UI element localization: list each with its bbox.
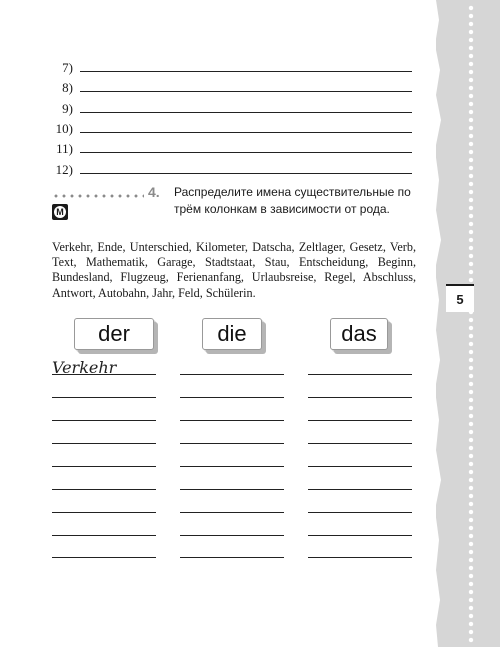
answer-line[interactable] — [180, 489, 284, 490]
answer-line[interactable] — [180, 535, 284, 536]
answer-line[interactable] — [308, 397, 412, 398]
answer-line[interactable] — [52, 420, 156, 421]
answer-line[interactable] — [52, 374, 156, 375]
answer-line[interactable] — [308, 466, 412, 467]
torn-paper-edge — [430, 0, 444, 647]
example-answer: Verkehr — [52, 358, 117, 377]
answer-line[interactable] — [180, 466, 284, 467]
answer-line-10 — [40, 119, 420, 139]
line-number: 9) — [62, 101, 73, 116]
article-card-die: die — [202, 318, 262, 350]
line-number: 8) — [62, 80, 73, 95]
write-line[interactable] — [80, 152, 412, 153]
line-number: 12) — [55, 162, 73, 177]
answer-line-9 — [40, 99, 420, 119]
answer-line[interactable] — [180, 374, 284, 375]
article-card-der: der — [74, 318, 154, 350]
answer-line[interactable] — [308, 443, 412, 444]
line-number: 11) — [56, 141, 73, 156]
answer-line[interactable] — [308, 420, 412, 421]
write-line[interactable] — [80, 71, 412, 72]
write-line[interactable] — [80, 132, 412, 133]
task-dots-divider — [52, 194, 144, 198]
answer-line[interactable] — [52, 512, 156, 513]
answer-line[interactable] — [308, 512, 412, 513]
task-number: 4. — [148, 184, 160, 200]
write-line[interactable] — [80, 173, 412, 174]
answer-line-8 — [40, 78, 420, 98]
answer-line-11 — [40, 139, 420, 159]
answer-line[interactable] — [52, 535, 156, 536]
answer-line[interactable] — [308, 535, 412, 536]
answer-line[interactable] — [52, 466, 156, 467]
line-number: 10) — [55, 121, 73, 136]
write-line[interactable] — [80, 112, 412, 113]
answer-line[interactable] — [180, 512, 284, 513]
task-instruction: Распределите имена существительные по трём колонкам в зависимости от рода. — [174, 185, 411, 216]
answer-line[interactable] — [180, 443, 284, 444]
m-circle-icon: M — [52, 204, 68, 220]
answer-line-7 — [40, 58, 420, 78]
answer-line[interactable] — [308, 557, 412, 558]
answer-line[interactable] — [308, 489, 412, 490]
answer-line[interactable] — [180, 397, 284, 398]
answer-line[interactable] — [52, 489, 156, 490]
article-card-das: das — [330, 318, 388, 350]
write-line[interactable] — [80, 91, 412, 92]
word-list: Verkehr, Ende, Unterschied, Kilometer, Datscha, Zeltlager, Gesetz, Verb, Text, Mathematik, Garage, Stadtstaat, Stau, Entscheidung, Beginn, Bundesland, Flugzeug, Ferienanfang, Urlaubsreise, Regel, Abschluss, Antwort, Autobahn, Jahr, Feld, Schülerin. — [52, 240, 416, 300]
answer-line[interactable] — [308, 374, 412, 375]
answer-line[interactable] — [52, 443, 156, 444]
line-number: 7) — [62, 60, 73, 75]
answer-line[interactable] — [52, 557, 156, 558]
answer-line-12 — [40, 160, 420, 180]
answer-line[interactable] — [180, 557, 284, 558]
answer-line[interactable] — [180, 420, 284, 421]
answer-line[interactable] — [52, 397, 156, 398]
perforation-dots — [468, 4, 474, 644]
page-number: 5 — [446, 284, 474, 312]
